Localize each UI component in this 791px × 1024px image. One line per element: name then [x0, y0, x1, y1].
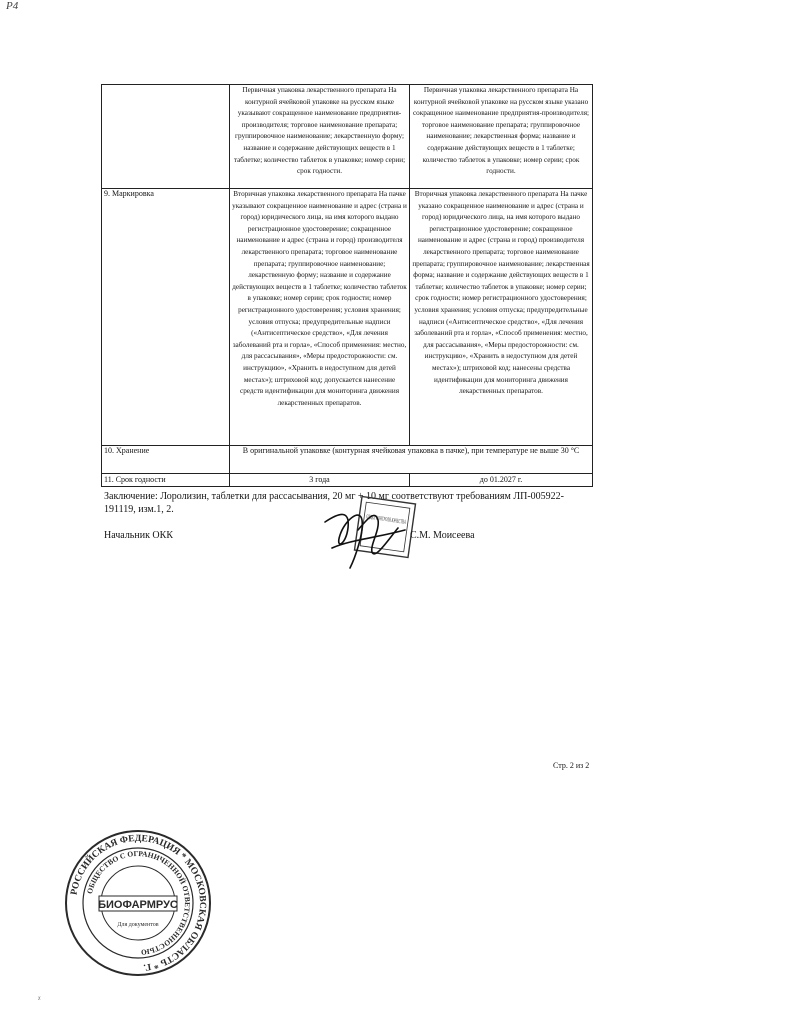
spec-requirement-cell: Вторичная упаковка лекарственного препарата На пачке указывают сокращенное наименование и адрес (страна и город) юридического лица, на имя которого выдано регистрационное удостоверение; сокращенное наименование и адрес (страна и город) производителя лекарственного препарата; торговое наименование препарата; группировочное наименование; лекарственную форму; название и содержание действующих веществ в 1 таблетке; количество таблеток в упаковке; номер серии; срок годности; номер регистрационного удостоверения; условия хранения; условия отпуска; предупредительные надписи («Антисептическое средство», «Для лечения заболеваний рта и горла», «Способ применения: местно, для рассасывания», «Меры предосторожности: см. инструкцию», «Хранить в недоступном для детей местах»); штриховой код; допускается нанесение средств идентификации для мониторинга движения лекарственных препаратов.: [230, 189, 410, 446]
table-row: [102, 446, 593, 474]
table-row: [102, 189, 593, 446]
specification-table: [101, 84, 593, 487]
table-row: [102, 474, 593, 487]
stamp-outer-text: РОССИЙСКАЯ ФЕДЕРАЦИЯ * МОСКОВСКАЯ ОБЛАСТЬ * Г.: [69, 833, 208, 972]
row-label: 11. Срок годности: [102, 474, 230, 487]
stamp-inner-text: ОБЩЕСТВО С ОГРАНИЧЕННОЙ ОТВЕТСТВЕННОСТЬЮ: [84, 848, 193, 958]
stamp-extra-text: Для документов: [117, 922, 159, 928]
row-label: 9. Маркировка: [102, 189, 230, 446]
spec-actual-cell: Первичная упаковка лекарственного препарата На контурной ячейковой упаковке на русском языке указано сокращенное наименование предприятия-производителя; торговое наименование препарата; группировочное наименование; лекарственная форма; название и содержание действующих веществ в 1 таблетке; количество таблеток в упаковке; номер серии; срок годности.: [410, 85, 593, 189]
row-label: [102, 85, 230, 189]
spec-requirement-cell: Первичная упаковка лекарственного препарата На контурной ячейковой упаковке на русском языке указывают сокращенное наименование предприятия-производителя; торговое наименование препарата; группировочное наименование; лекарственную форму; название и содержание действующих веществ в 1 таблетке; количество таблеток в упаковке; номер серии; срок годности.: [230, 85, 410, 189]
spec-actual-cell: до 01.2027 г.: [410, 474, 593, 487]
spec-requirement-cell: 3 года: [230, 474, 410, 487]
bottom-mark: ᵪ: [38, 990, 41, 1000]
page-corner-mark: Р4: [6, 0, 19, 12]
chief-role: Начальник ОКК: [104, 530, 173, 541]
company-stamp-icon: [63, 828, 213, 978]
spec-merged-cell: В оригинальной упаковке (контурная ячейковая упаковка в пачке), при температуре не выше 30 °С: [230, 446, 593, 474]
seal-text: ОТДЕЛ КОНТРОЛЯ КАЧЕСТВА: [365, 514, 451, 533]
chief-name: С.М. Моисеева: [410, 530, 475, 541]
row-label: 10. Хранение: [102, 446, 230, 474]
table-row: [102, 85, 593, 189]
page-number: Стр. 2 из 2: [553, 761, 590, 770]
conclusion-text: Заключение: Лоролизин, таблетки для рассасывания, 20 мг + 10 мг соответствуют требованиям ЛП-005922-191119, изм.1, 2.: [104, 491, 564, 515]
stamp-center-text: БИОФАРМРУС: [98, 899, 178, 911]
spec-actual-cell: Вторичная упаковка лекарственного препарата На пачке указано сокращенное наименование и адрес (страна и город) юридического лица, на имя которого выдано регистрационное удостоверение; сокращенное наименование и адрес (страна и город) производителя лекарственного препарата; торговое наименование препарата; группировочное наименование; лекарственная форма; название и содержание действующих веществ в 1 таблетке; количество таблеток в упаковке; номер серии; срок годности; номер регистрационного удостоверения; условия хранения; условия отпуска; предупредительные надписи («Антисептическое средство», «Для лечения заболеваний рта и горла», «Способ применения: местно, для рассасывания», «Меры предосторожности: см. инструкцию», «Хранить в недоступном для детей местах»); штриховой код; нанесены средства идентификации для мониторинга движения лекарственных препаратов.: [410, 189, 593, 446]
